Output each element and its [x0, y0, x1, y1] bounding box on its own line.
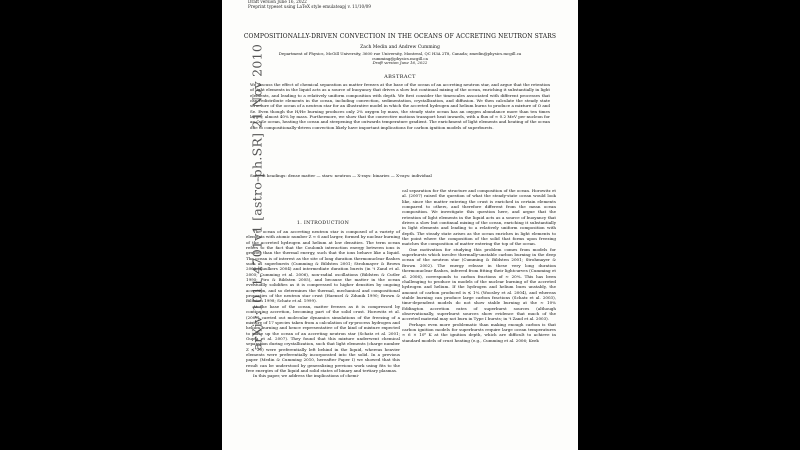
- left-column: [246, 229, 400, 379]
- left-paragraph: In this paper, we address the implications of chemi-: [253, 373, 360, 379]
- paper-title: COMPOSITIONALLY-DRIVEN CONVECTION IN THE OCEANS OF ACCRETING NEUTRON STARS: [243, 33, 557, 40]
- section-heading: 1. INTRODUCTION: [296, 221, 350, 226]
- affiliation: Department of Physics, McGill University, 3600 rue University, Montreal, QC H3A 2T8, Canada; zmedin@physics.mcgill.ca: [278, 51, 522, 56]
- left-paragraph: At the base of the ocean, matter freezes as it is compressed by continuing accretion, becoming part of the solid crust. Horowitz et al. (2007) carried out molecular dynamics simulations of the freezing of a mixture of 17 species taken from a calculation of rp-process hydrogen and helium burning and hence representative of the kind of mixture expected to make up the ocean of an accreting neutron star (Schatz et al. 2001; Gupta et al. 2007). They found that this mixture underwent chemical separation during crystallization, such that light elements (charge number Z ≲ 20) were preferentially left behind in the liquid, whereas heavier elements were preferentially incorporated into the solid. In a previous paper (Medin & Cumming 2010, hereafter Paper I) we showed that this result can be understood by generalizing previous work using fits to the free energies of the liquid and solid states of binary and tertiary plasmas.: [246, 303, 400, 373]
- left-paragraph: The ocean of an accreting neutron star is composed of a variety of elements with atomic number Z ≈ 6 and larger, formed by nuclear burning of the accreted hydrogen and helium at low densities. The term ocean refers to the fact that the Coulomb interaction energy between ions is greater than the thermal energy, such that the ions behave like a liquid. The ocean is of interest as the site of long duration thermonuclear flashes such as superbursts (Cumming & Bildsten 2001; Strohmayer & Brown 2002; Kuulkers 2004) and intermediate duration bursts (in 't Zand et al. 2005; Cumming et al. 2006), non-radial oscillations (Bildsten & Cutler 1995; Piro & Bildsten 2005), and because the matter in the ocean eventually solidifies as it is compressed to higher densities by ongoing accretion, and so determines the thermal, mechanical and compositional properties of the neutron star crust (Haensel & Zdunik 1990; Brown & Bildsten 1998; Schatz et al. 1999).: [246, 229, 401, 304]
- right-paragraph: cal separation for the structure and composition of the ocean. Horowitz et al. (2007) raised the question of what the steady-state ocean would look like, since the matter entering the crust is enriched in certain elements compared to others, and therefore different from the mean ocean composition. We investigate this question here, and argue that the retention of light elements in the liquid acts as a source of buoyancy that drives a slow but continual mixing of the ocean, enriching it substantially in light elements and leading to a relatively uniform composition with depth. The steady state arises as the ocean enriches in light elements to the point where the composition of the solid that forms upon freezing matches the composition of matter entering the top of the ocean.: [402, 188, 556, 247]
- arxiv-stamp: arXiv:1011.4701v1 [astro-ph.SR] 21 Nov 2010: [249, 43, 265, 351]
- subject-headings: Subject headings: dense matter — stars: neutron — X-rays: binaries — X-rays: individual: [250, 173, 432, 178]
- right-paragraph: One motivation for studying this problem comes from models for superbursts which involve thermally-unstable carbon burning in the deep ocean of the neutron star (Cumming & Bildsten 2001; Strohmayer & Brown 2002). The energy release in these very long duration thermonuclear flashes, inferred from fitting their lightcurves (Cumming et al. 2006), corresponds to carbon fractions of ≈ 20%. This has been challenging to produce in models of the nuclear burning of the accreted hydrogen and helium. If the hydrogen and helium burn unstably, the amount of carbon produced is ≲ 1% (Woosley et al. 2004), and whereas stable burning can produce large carbon fractions (Schatz et al. 2003), time-dependent models do not show stable burning at the ≈ 10% Eddington accretion rates of superburst sources (although observationally, superburst sources show evidence that much of the accreted material may not burn in Type I bursts; in 't Zand et al. 2003).: [402, 246, 556, 322]
- draft-line: Draft version June 16, 2022: [248, 0, 307, 4]
- abstract-heading: ABSTRACT: [384, 74, 416, 80]
- preprint-line: Preprint typeset using LaTeX style emulateapj v. 11/10/09: [248, 4, 371, 9]
- abstract-text: We discuss the effect of chemical separation as matter freezes at the base of the ocean of an accreting neutron star, and argue that the retention of light elements in the liquid acts as a source of buoyancy that drives a slow but continual mixing of the ocean, enriching it substantially in light elements, and leading to a relatively uniform composition with depth. We first consider the timescales associated with different processes that can redistribute elements in the ocean, including convection, sedimentation, crystallization, and diffusion. We then calculate the steady state structure of the ocean of a neutron star for an illustrative model in which the accreted hydrogen and helium burns to produce a mixture of O and Se. Even though the H/He burning produces only 2% oxygen by mass, the steady state ocean has an oxygen abundance more than ten times larger, almost 40% by mass. Furthermore, we show that the convective motions transport heat inwards, with a flux of ≈ 0.2 MeV per nucleon for an O-Se ocean, heating the ocean and steepening the outwards temperature gradient. The enrichment of light elements and heating of the ocean due to compositionally-driven convection likely have important implications for carbon ignition models of superbursts.: [250, 82, 550, 130]
- affiliation-block: [252, 52, 548, 66]
- right-paragraph: Perhaps even more problematic than making enough carbon is that carbon ignition models for superbursts require large ocean temperatures ≈ 6 × 10⁸ K at the ignition depth, which are difficult to achieve in standard models of crust heating (e.g., Cumming et al. 2006; Keek: [402, 321, 556, 343]
- email: cumming@physics.mcgill.ca: [372, 55, 428, 61]
- paper-page: [222, 0, 578, 450]
- header-block: [248, 0, 371, 9]
- right-column: [402, 188, 556, 343]
- draft-version: Draft version June 16, 2022: [372, 60, 428, 65]
- authors: Zach Medin and Andrew Cumming: [360, 45, 440, 50]
